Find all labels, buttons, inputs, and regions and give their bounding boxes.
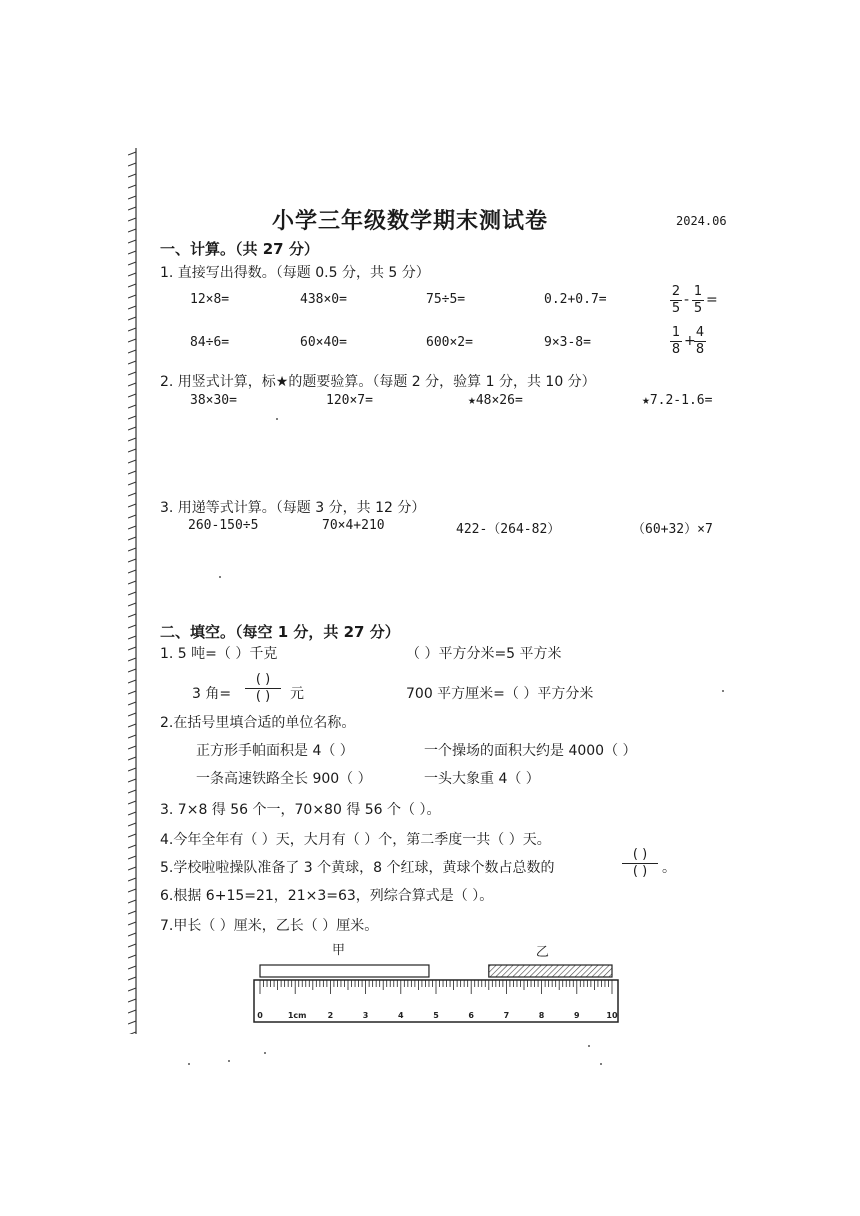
q1-item: 12×8= <box>190 292 230 307</box>
speck <box>722 690 724 692</box>
bar-label-yi: 乙 <box>535 945 549 960</box>
fill-q2b: 一个操场的面积大约是 4000（ ） <box>424 743 637 759</box>
fill-q1c-unit: 元 <box>290 686 304 702</box>
fill-q2c: 一条高速铁路全长 900（ ） <box>196 771 372 787</box>
ruler-number: 10 <box>606 1011 618 1020</box>
q1-label: 1. 直接写出得数。（每题 0.5 分，共 5 分） <box>160 265 430 281</box>
q3-label: 3. 用递等式计算。（每题 3 分，共 12 分） <box>160 500 426 516</box>
speck <box>276 418 278 420</box>
fraction: 1 8 <box>671 325 681 357</box>
ruler-number: 4 <box>398 1011 404 1020</box>
fill-q7: 7.甲长（ ）厘米，乙长（ ）厘米。 <box>160 918 379 934</box>
q1-item: 60×40= <box>300 335 347 350</box>
fill-q1d: 700 平方厘米=（ ）平方分米 <box>406 686 594 702</box>
equals: = <box>706 292 718 308</box>
ruler-number: 1cm <box>287 1011 307 1020</box>
fill-q1a: 1. 5 吨=（ ）千克 <box>160 646 278 662</box>
ruler-figure <box>240 938 630 1030</box>
fill-q1b: （ ）平方分米=5 平方米 <box>406 646 562 662</box>
blank-fraction: ( ) ( ) <box>622 848 658 879</box>
q1-item: 438×0= <box>300 292 347 307</box>
fraction: 2 5 <box>671 284 681 316</box>
q1-item: 84÷6= <box>190 335 230 350</box>
ruler-number: 3 <box>362 1011 369 1020</box>
q1-item: 9×3-8= <box>544 335 591 350</box>
fill-q2d: 一头大象重 4（ ） <box>424 771 540 787</box>
exam-date: 2024.06 <box>676 214 727 228</box>
binding-edge <box>128 148 140 1034</box>
fill-q1c: 3 角= <box>192 686 232 702</box>
operator: + <box>684 333 696 349</box>
fill-q2a: 正方形手帕面积是 4（ ） <box>196 743 354 759</box>
fill-q2: 2.在括号里填合适的单位名称。 <box>160 715 356 731</box>
q3-item: 422-（264-82） <box>456 522 561 537</box>
q1-item: 0.2+0.7= <box>544 292 607 307</box>
ruler-number: 6 <box>468 1011 474 1020</box>
ruler-number: 0 <box>257 1011 263 1020</box>
fill-q5: 5.学校啦啦操队准备了 3 个黄球，8 个红球，黄球个数占总数的 <box>160 860 555 876</box>
ruler-number: 2 <box>327 1011 334 1020</box>
fill-q3: 3. 7×8 得 56 个一，70×80 得 56 个（ ）。 <box>160 802 441 818</box>
speck <box>188 1063 190 1065</box>
section1-heading: 一、计算。（共 27 分） <box>160 240 319 258</box>
q3-item: （60+32）×7 <box>632 522 713 537</box>
q2-item: 38×30= <box>190 393 237 408</box>
speck <box>228 1060 230 1062</box>
speck <box>264 1052 266 1054</box>
q2-label: 2. 用竖式计算，标★的题要验算。（每题 2 分，验算 1 分，共 10 分） <box>160 374 596 390</box>
section2-heading: 二、填空。（每空 1 分，共 27 分） <box>160 623 400 641</box>
q3-item: 260-150÷5 <box>188 518 259 533</box>
fraction: 1 5 <box>693 284 703 316</box>
q1-item: 600×2= <box>426 335 473 350</box>
q1-item: 75÷5= <box>426 292 466 307</box>
ruler-number: 9 <box>574 1011 580 1020</box>
q2-item: ★48×26= <box>468 393 523 408</box>
bar-label-jia: 甲 <box>331 943 345 958</box>
bar-jia <box>260 965 429 977</box>
fill-q5-end: 。 <box>662 860 676 876</box>
page-title: 小学三年级数学期末测试卷 <box>272 209 549 234</box>
speck <box>219 576 221 578</box>
fill-q4: 4.今年全年有（ ）天，大月有（ ）个，第二季度一共（ ）天。 <box>160 832 551 848</box>
bar-yi <box>489 965 612 977</box>
speck <box>600 1063 602 1065</box>
q3-item: 70×4+210 <box>322 518 385 533</box>
q2-item: ★7.2-1.6= <box>642 393 713 408</box>
speck <box>588 1045 590 1047</box>
ruler-number: 5 <box>433 1011 439 1020</box>
ruler-number: 7 <box>503 1011 510 1020</box>
blank-fraction: ( ) ( ) <box>245 673 281 704</box>
ruler-number: 8 <box>538 1011 545 1020</box>
operator: - <box>684 292 690 308</box>
q2-item: 120×7= <box>326 393 373 408</box>
fill-q6: 6.根据 6+15=21，21×3=63，列综合算式是（ ）。 <box>160 888 494 904</box>
fraction: 4 8 <box>695 325 705 357</box>
